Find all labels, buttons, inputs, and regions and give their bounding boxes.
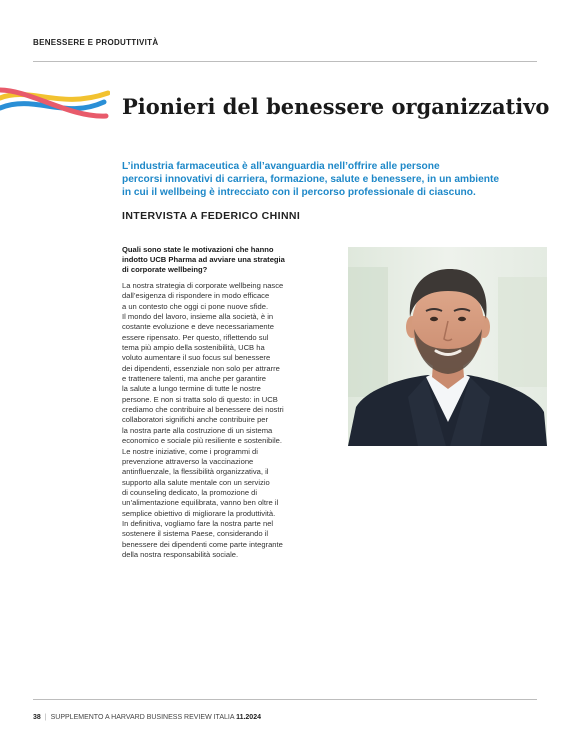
bottom-divider bbox=[33, 699, 537, 700]
publication-name: SUPPLEMENTO A HARVARD BUSINESS REVIEW ITALIA bbox=[50, 714, 235, 721]
answer-line: In definitiva, vogliamo fare la nostra parte nel bbox=[122, 518, 274, 528]
answer-line: sostenere il sistema Paese, considerando il bbox=[122, 529, 269, 539]
answer-line: persone. E non si tratta solo di questo: in UCB bbox=[122, 394, 278, 404]
lead-line: percorsi innovativi di carriera, formazione, salute e benessere, in un ambiente bbox=[122, 174, 500, 186]
answer-line: a un contesto che oggi ci pone nuove sfide. bbox=[122, 301, 269, 311]
lead-line: in cui il wellbeing è intrecciato con il percorso professionale di ciascuno. bbox=[122, 187, 476, 199]
answer-line: la nostra parte alla costruzione di un sistema bbox=[122, 425, 273, 435]
answer-line: della nostra responsabilità sociale. bbox=[122, 549, 239, 559]
page-number: 38 bbox=[33, 714, 41, 721]
article-title: Pionieri del benessere organizzativo bbox=[122, 94, 550, 119]
answer-line: dall’esigenza di rispondere in modo efficace bbox=[122, 291, 270, 301]
page-footer bbox=[33, 714, 261, 721]
interview-answer bbox=[122, 281, 337, 560]
answer-line: essere ripensato. Per questo, riflettendo sul bbox=[122, 332, 269, 342]
interview-question bbox=[122, 245, 337, 275]
article-lead bbox=[122, 160, 532, 200]
question-line: di corporate wellbeing? bbox=[122, 265, 208, 274]
answer-line: Le nostre iniziative, come i programmi di bbox=[122, 446, 258, 456]
answer-line: La nostra strategia di corporate wellbeing nasce bbox=[122, 281, 284, 290]
answer-line: tema più ampio della sostenibilità, UCB ha bbox=[122, 343, 265, 353]
answer-line: prevenzione attraverso la vaccinazione bbox=[122, 456, 254, 466]
answer-line: dei dipendenti, essenziale non solo per attrarre bbox=[122, 363, 280, 373]
portrait-photo bbox=[348, 247, 547, 446]
answer-line: semplice obiettivo di migliorare la produttività. bbox=[122, 508, 276, 518]
lead-line: L’industria farmaceutica è all’avanguardia nell’offrire alle persone bbox=[122, 161, 440, 172]
interview-heading: INTERVISTA A FEDERICO CHINNI bbox=[122, 210, 301, 222]
answer-line: supporto alla salute mentale con un servizio bbox=[122, 477, 270, 487]
question-line: Quali sono state le motivazioni che hanno bbox=[122, 245, 274, 254]
decorative-ribbons-graphic bbox=[0, 84, 110, 124]
answer-line: Il mondo del lavoro, insieme alla società, è in bbox=[122, 312, 274, 322]
answer-line: un’alimentazione equilibrata, vanno ben oltre il bbox=[122, 498, 279, 508]
answer-line: e trattenere talenti, ma anche per garantire bbox=[122, 374, 266, 384]
answer-line: la salute a lungo termine di tutte le nostre bbox=[122, 384, 261, 394]
answer-line: costante evoluzione e deve necessariamente bbox=[122, 322, 274, 332]
issue-date: 11.2024 bbox=[236, 714, 261, 721]
answer-line: crediamo che contribuire al benessere dei nostri bbox=[122, 405, 284, 415]
answer-line: antinfluenzale, la flessibilità organizzativa, il bbox=[122, 467, 269, 477]
answer-line: voluto aumentare il suo focus sul benessere bbox=[122, 353, 271, 363]
top-divider bbox=[33, 61, 537, 62]
answer-line: benessere dei dipendenti come parte integrante bbox=[122, 539, 283, 549]
answer-line: collaboratori significhi anche contribuire per bbox=[122, 415, 269, 425]
answer-line: economico e sociale più resiliente e sostenibile. bbox=[122, 436, 282, 446]
question-line: indotto UCB Pharma ad avviare una strategia bbox=[122, 255, 285, 264]
answer-line: di counseling dedicato, la promozione di bbox=[122, 487, 258, 497]
footer-separator: | bbox=[44, 714, 47, 721]
section-label: BENESSERE E PRODUTTIVITÀ bbox=[33, 38, 159, 47]
